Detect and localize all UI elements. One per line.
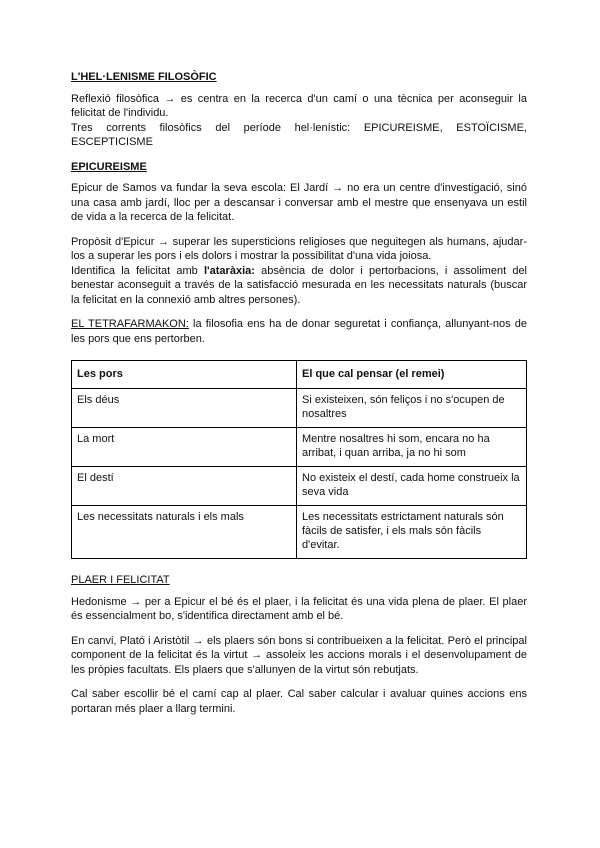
epicureisme-paragraph-3 bbox=[71, 264, 527, 308]
plaer-paragraph-1: Hedonisme → per a Epicur el bé és el plaer, i la felicitat és una vida plena de plaer. El plaer és essencialment bo, s'identifica directament amb el bé. bbox=[71, 595, 527, 622]
table-cell-remei: Les necessitats estrictament naturals són fàcils de satisfer, i els mals són fàcils d'evitar. bbox=[297, 506, 527, 559]
table-header-remei: El que cal pensar (el remei) bbox=[297, 361, 527, 389]
table-cell-por: El destí bbox=[72, 467, 297, 506]
tetrafarmakon-paragraph bbox=[71, 317, 527, 346]
table-cell-remei: Si existeixen, són feliços i no s'ocupen de nosaltres bbox=[297, 389, 527, 428]
table-cell-remei: Mentre nosaltres hi som, encara no ha arribat, i quan arriba, ja no hi som bbox=[297, 428, 527, 467]
plaer-paragraph-3: Cal saber escollir bé el camí cap al plaer. Cal saber calcular i avaluar quines accions ens portaran més plaer a llarg termini. bbox=[71, 688, 527, 715]
ataraxia-lead-text: Identifica la felicitat amb bbox=[71, 264, 204, 277]
tetrafarmakon-label: EL TETRAFARMAKON: bbox=[71, 318, 189, 330]
plaer-heading: PLAER I FELICITAT bbox=[71, 574, 170, 586]
epicureisme-heading: EPICUREISME bbox=[71, 160, 147, 173]
table-header-row bbox=[72, 361, 527, 389]
tetrafarmakon-text: la filosofia ens ha de donar seguretat i confiança, allunyant-nos de les pors que ens pertorben. bbox=[71, 318, 527, 345]
table-row bbox=[72, 506, 527, 559]
table-cell-remei: No existeix el destí, cada home construeix la seva vida bbox=[297, 467, 527, 506]
document-content bbox=[71, 70, 527, 716]
table-cell-por: Els déus bbox=[72, 389, 297, 428]
table-row bbox=[72, 389, 527, 428]
ataraxia-term: l'ataràxia: bbox=[203, 264, 255, 277]
table-cell-por: La mort bbox=[72, 428, 297, 467]
tetrafarmakon-table bbox=[71, 360, 527, 559]
document-title: L'HEL·LENISME FILOSÒFIC bbox=[71, 71, 217, 83]
epicureisme-paragraph-1: Epicur de Samos va fundar la seva escola: El Jardí → no era un centre d'investigació, sinó una casa amb jardí, lloc per a descansar i conversar amb el mestre que ensenyava un estil de vida a la recerca de la felicitat. bbox=[71, 182, 527, 223]
table-row bbox=[72, 467, 527, 506]
intro-paragraph-1: Reflexió filosòfica → es centra en la recerca d'un camí o una tècnica per aconseguir la felicitat de l'individu. bbox=[71, 92, 527, 119]
table-row bbox=[72, 428, 527, 467]
plaer-paragraph-2: En canvi, Plató i Aristòtil → els plaers són bons si contribueixen a la felicitat. Però el principal component de la felicitat és la virtut → assoleix les accions morals i el desenvolupament de les pròpies facultats. Els plaers que s'allunyen de la virtut són rebutjats. bbox=[71, 634, 527, 676]
table-header-pors: Les pors bbox=[72, 361, 297, 389]
ataraxia-definition: absència de dolor i pertorbacions, i assoliment del benestar aconseguit a través de la satisfacció mesurada en les necessitats naturals (buscar la felicitat en la connexió amb altres persones). bbox=[71, 264, 528, 306]
table-cell-por: Les necessitats naturals i els mals bbox=[72, 506, 297, 559]
intro-paragraph-2: Tres corrents filosòfics del període hel·lenístic: EPICUREISME, ESTOÏCISME, ESCEPTICISME bbox=[71, 121, 527, 148]
epicureisme-paragraph-2: Propòsit d'Epicur → superar les supersticions religioses que neguitegen als humans, ajudar-los a superar les pors i els dolors i mostrar la possibilitat d'una vida joiosa. bbox=[71, 235, 527, 262]
